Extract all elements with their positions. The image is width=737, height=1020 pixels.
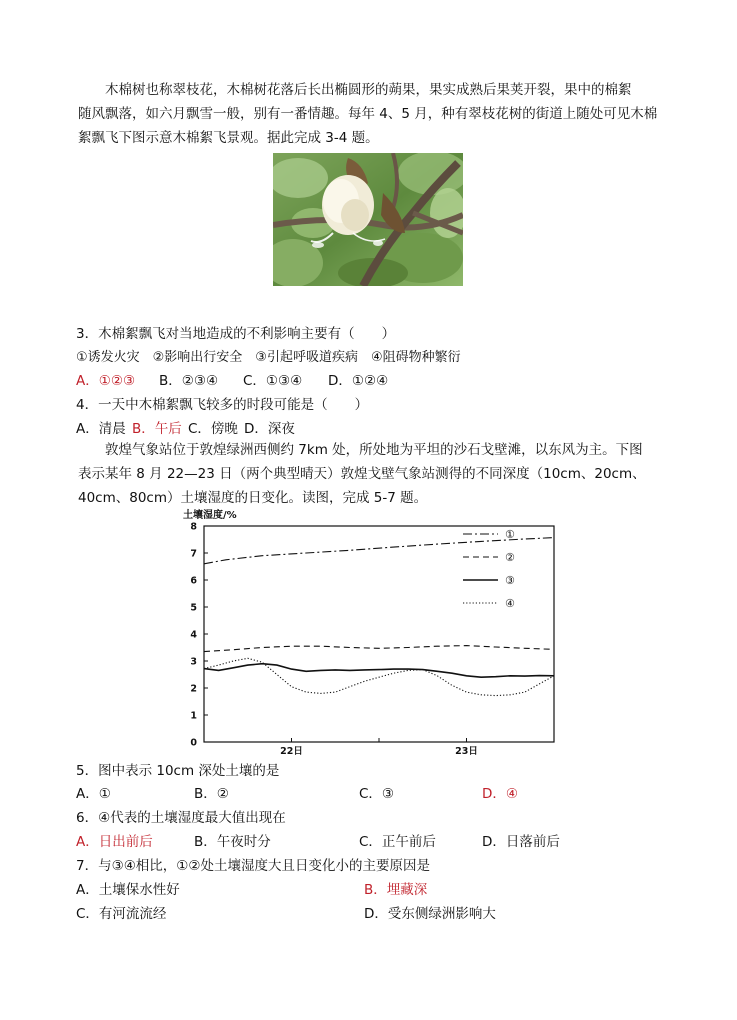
intro-line: 絮飘飞下图示意木棉絮飞景观。据此完成 3-4 题。 [78, 130, 379, 146]
soil-moisture-chart [175, 506, 560, 756]
option-d: D．受东侧绿洲影响大 [364, 906, 496, 922]
y-axis-label: 土壤湿度/% [183, 510, 237, 521]
option-d: D．深夜 [244, 421, 295, 437]
x-tick-label: 22日 [280, 746, 303, 756]
question-3-options [76, 371, 676, 391]
series-line-1 [204, 538, 554, 564]
y-tick-label: 1 [190, 710, 197, 722]
y-tick-label: 0 [190, 737, 197, 749]
option-d: D．④ [482, 786, 518, 802]
soil-moisture-chart-svg [175, 506, 560, 756]
question-3-choices: ①诱发火灾 ②影响出行安全 ③引起呼吸道疾病 ④阻碍物种繁衍 [76, 350, 461, 365]
option-a: A．① [76, 786, 111, 802]
question-4-options [76, 419, 676, 439]
legend-label-4: ④ [505, 597, 515, 610]
legend-label-3: ③ [505, 574, 515, 587]
question-6-options [76, 832, 676, 852]
option-c: C．傍晚 [188, 421, 238, 437]
intro-line: 敦煌气象站位于敦煌绿洲西侧约 7km 处，所处地为平坦的沙石戈壁滩，以东风为主。下图 [105, 442, 643, 458]
x-tick-label: 23日 [455, 746, 478, 756]
intro-line: 木棉树也称翠枝花，木棉树花落后长出椭圆形的蒴果，果实成熟后果荚开裂，果中的棉絮 [105, 82, 632, 98]
option-c: C．③ [359, 786, 395, 802]
y-tick-label: 7 [190, 548, 197, 560]
option-d: D．日落前后 [482, 834, 560, 850]
option-a: A．①②③ [76, 373, 136, 389]
y-tick-label: 6 [190, 575, 197, 587]
legend-label-1: ① [505, 528, 515, 541]
option-d: D．①②④ [328, 373, 389, 389]
question-7-options-row2 [76, 904, 676, 924]
y-tick-label: 3 [190, 656, 197, 668]
plot-frame [204, 526, 554, 742]
question-7-options-row1 [76, 880, 676, 900]
question-5-stem: 5．图中表示 10cm 深处土壤的是 [76, 763, 280, 779]
option-a: A．清晨 [76, 421, 126, 437]
option-b: B．②③④ [159, 373, 219, 389]
y-tick-label: 8 [190, 521, 197, 533]
y-tick-label: 5 [190, 602, 197, 614]
option-a: A．土壤保水性好 [76, 882, 180, 898]
series-line-2 [204, 646, 554, 652]
intro-line: 随风飘落，如六月飘雪一般，别有一番情趣。每年 4、5 月，种有翠枝花树的街道上随处可见木棉 [78, 106, 658, 122]
option-b: B．② [194, 786, 229, 802]
series-line-3 [204, 664, 554, 678]
option-c: C．有河流流经 [76, 906, 167, 922]
y-tick-label: 4 [190, 629, 197, 641]
question-3-stem: 3．木棉絮飘飞对当地造成的不利影响主要有（ ） [76, 326, 396, 342]
question-5-options [76, 784, 676, 804]
intro-paragraph-kapok [78, 78, 663, 150]
intro-line: 表示某年 8 月 22—23 日（两个典型晴天）敦煌戈壁气象站测得的不同深度（10cm、20cm、 [78, 466, 646, 482]
question-4-stem: 4．一天中木棉絮飘飞较多的时段可能是（ ） [76, 397, 369, 413]
option-a: A．日出前后 [76, 834, 153, 850]
legend-label-2: ② [505, 551, 515, 564]
kapok-floss-photo [273, 153, 463, 286]
option-c: C．正午前后 [359, 834, 436, 850]
intro-line: 40cm、80cm）土壤湿度的日变化。读图，完成 5-7 题。 [78, 490, 428, 506]
intro-paragraph-dunhuang [78, 438, 663, 510]
question-6-stem: 6．④代表的土壤湿度最大值出现在 [76, 810, 286, 826]
option-b: B．午后 [132, 421, 182, 437]
option-b: B．埋藏深 [364, 882, 428, 898]
option-c: C．①③④ [243, 373, 303, 389]
question-7-stem: 7．与③④相比，①②处土壤湿度大且日变化小的主要原因是 [76, 858, 430, 874]
option-b: B．午夜时分 [194, 834, 271, 850]
y-tick-label: 2 [190, 683, 197, 695]
